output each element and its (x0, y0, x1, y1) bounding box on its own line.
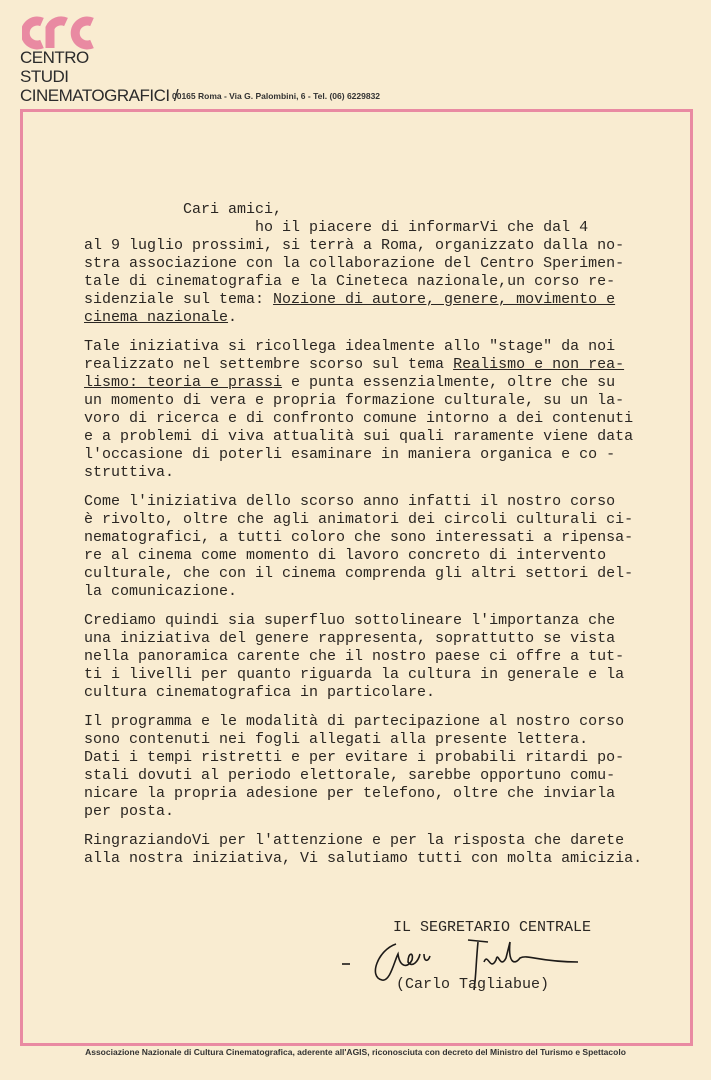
text-segment: è rivolto, oltre che agli animatori dei circoli culturali ci- (84, 511, 634, 528)
text-line (84, 338, 642, 356)
text-segment: e punta essenzialmente, oltre che su (282, 374, 616, 391)
text-line (84, 529, 642, 547)
text-segment: Il programma e le modalità di partecipazione al nostro corso (84, 713, 625, 730)
text-line (84, 309, 642, 327)
text-segment: Dati i tempi ristretti e per evitare i probabili ritardi po- (84, 749, 625, 766)
text-line (84, 291, 642, 309)
letter-body (84, 201, 642, 879)
text-line (84, 392, 642, 410)
text-segment: tale di cinematografia e la Cineteca nazionale,un corso re- (84, 273, 616, 290)
paragraph (84, 713, 642, 821)
salutation: Cari amici, (84, 201, 283, 218)
text-segment: stali dovuti al periodo elettorale, sarebbe opportuno comu- (84, 767, 616, 784)
text-line (84, 666, 642, 684)
text-segment: Crediamo quindi sia superfluo sottolineare l'importanza che (84, 612, 616, 629)
underlined-text: lismo: teoria e prassi (84, 374, 283, 391)
text-segment: nicare la propria adesione per telefono, oltre che inviarla (84, 785, 616, 802)
text-segment: ho il piacere di informarVi che dal 4 (84, 219, 589, 236)
text-segment: la comunicazione. (84, 583, 238, 600)
text-segment: l'occasione di poterli esaminare in maniera organica e co - (84, 446, 616, 463)
text-segment: alla nostra iniziativa, Vi salutiamo tutti con molta amicizia. (84, 850, 643, 867)
paragraph (84, 493, 642, 601)
text-segment: al 9 luglio prossimi, si terrà a Roma, organizzato dalla no- (84, 237, 625, 254)
text-line (84, 648, 642, 666)
text-segment: sono contenuti nei fogli allegati alla presente lettera. (84, 731, 589, 748)
address: 00165 Roma - Via G. Palombini, 6 - Tel. (06) 6229832 (172, 91, 381, 101)
text-line (84, 237, 642, 255)
text-segment: una iniziativa del genere rappresenta, soprattutto se vista (84, 630, 616, 647)
text-line (84, 713, 642, 731)
text-line (84, 374, 642, 392)
text-segment: . (228, 309, 238, 326)
paragraph (84, 612, 642, 702)
text-segment: Come l'iniziativa dello scorso anno infatti il nostro corso (84, 493, 616, 510)
text-segment: nella panoramica carente che il nostro paese ci offre a tut- (84, 648, 625, 665)
text-segment: culturale, che con il cinema comprenda gli altri settori del- (84, 565, 634, 582)
text-segment: ti i livelli per quanto riguarda la cultura in generale e la (84, 666, 625, 683)
text-segment: e a problemi di viva attualità sui quali raramente viene data (84, 428, 634, 445)
text-line (84, 410, 642, 428)
text-line (84, 356, 642, 374)
text-line (84, 464, 642, 482)
text-segment: re al cinema come momento di lavoro concreto di intervento (84, 547, 607, 564)
text-segment: nematografici, a tutti coloro che sono interessati a ripensa- (84, 529, 634, 546)
footer-text: Associazione Nazionale di Cultura Cinematografica, aderente all'AGIS, riconosciuta con decreto del Ministro del Turismo e Spettacolo (85, 1047, 626, 1057)
paragraph (84, 219, 642, 327)
text-line (84, 428, 642, 446)
paragraph (84, 832, 642, 868)
text-line (84, 684, 642, 702)
text-line (84, 547, 642, 565)
text-line (84, 446, 642, 464)
underlined-text: cinema nazionale (84, 309, 229, 326)
signatory-name: (Carlo Tagliabue) (396, 976, 550, 993)
text-line (84, 511, 642, 529)
text-line (84, 583, 642, 601)
text-line (84, 785, 642, 803)
text-segment: Tale iniziativa si ricollega idealmente allo "stage" da noi (84, 338, 616, 355)
text-segment: struttiva. (84, 464, 175, 481)
signatory-title: IL SEGRETARIO CENTRALE (393, 919, 592, 936)
text-line (84, 493, 642, 511)
text-line (84, 850, 642, 868)
text-segment: RingraziandoVi per l'attenzione e per la risposta che darete (84, 832, 625, 849)
text-segment: un momento di vera e propria formazione culturale, su un la- (84, 392, 625, 409)
underlined-text: Realismo e non rea- (453, 356, 625, 373)
text-segment: sidenziale sul tema: (84, 291, 274, 308)
org-line: STUDI (20, 67, 69, 86)
text-line (84, 273, 642, 291)
org-line: CINEMATOGRAFICI / (20, 86, 179, 105)
text-line (84, 630, 642, 648)
text-segment: per posta. (84, 803, 175, 820)
text-line (84, 565, 642, 583)
org-line: CENTRO (20, 48, 89, 67)
text-line (84, 749, 642, 767)
paragraph (84, 338, 642, 482)
csc-logo (22, 14, 97, 50)
text-segment: cultura cinematografica in particolare. (84, 684, 436, 701)
text-line (84, 255, 642, 273)
text-line (84, 219, 642, 237)
text-line (84, 832, 642, 850)
underlined-text: Nozione di autore, genere, movimento e (273, 291, 616, 308)
organization-name (20, 48, 178, 105)
text-segment: voro di ricerca e di confronto comune intorno a dei contenuti (84, 410, 634, 427)
text-line (84, 612, 642, 630)
text-line (84, 767, 642, 785)
text-segment: stra associazione con la collaborazione del Centro Sperimen- (84, 255, 625, 272)
text-segment: realizzato nel settembre scorso sul tema (84, 356, 454, 373)
text-line (84, 731, 642, 749)
text-line (84, 803, 642, 821)
